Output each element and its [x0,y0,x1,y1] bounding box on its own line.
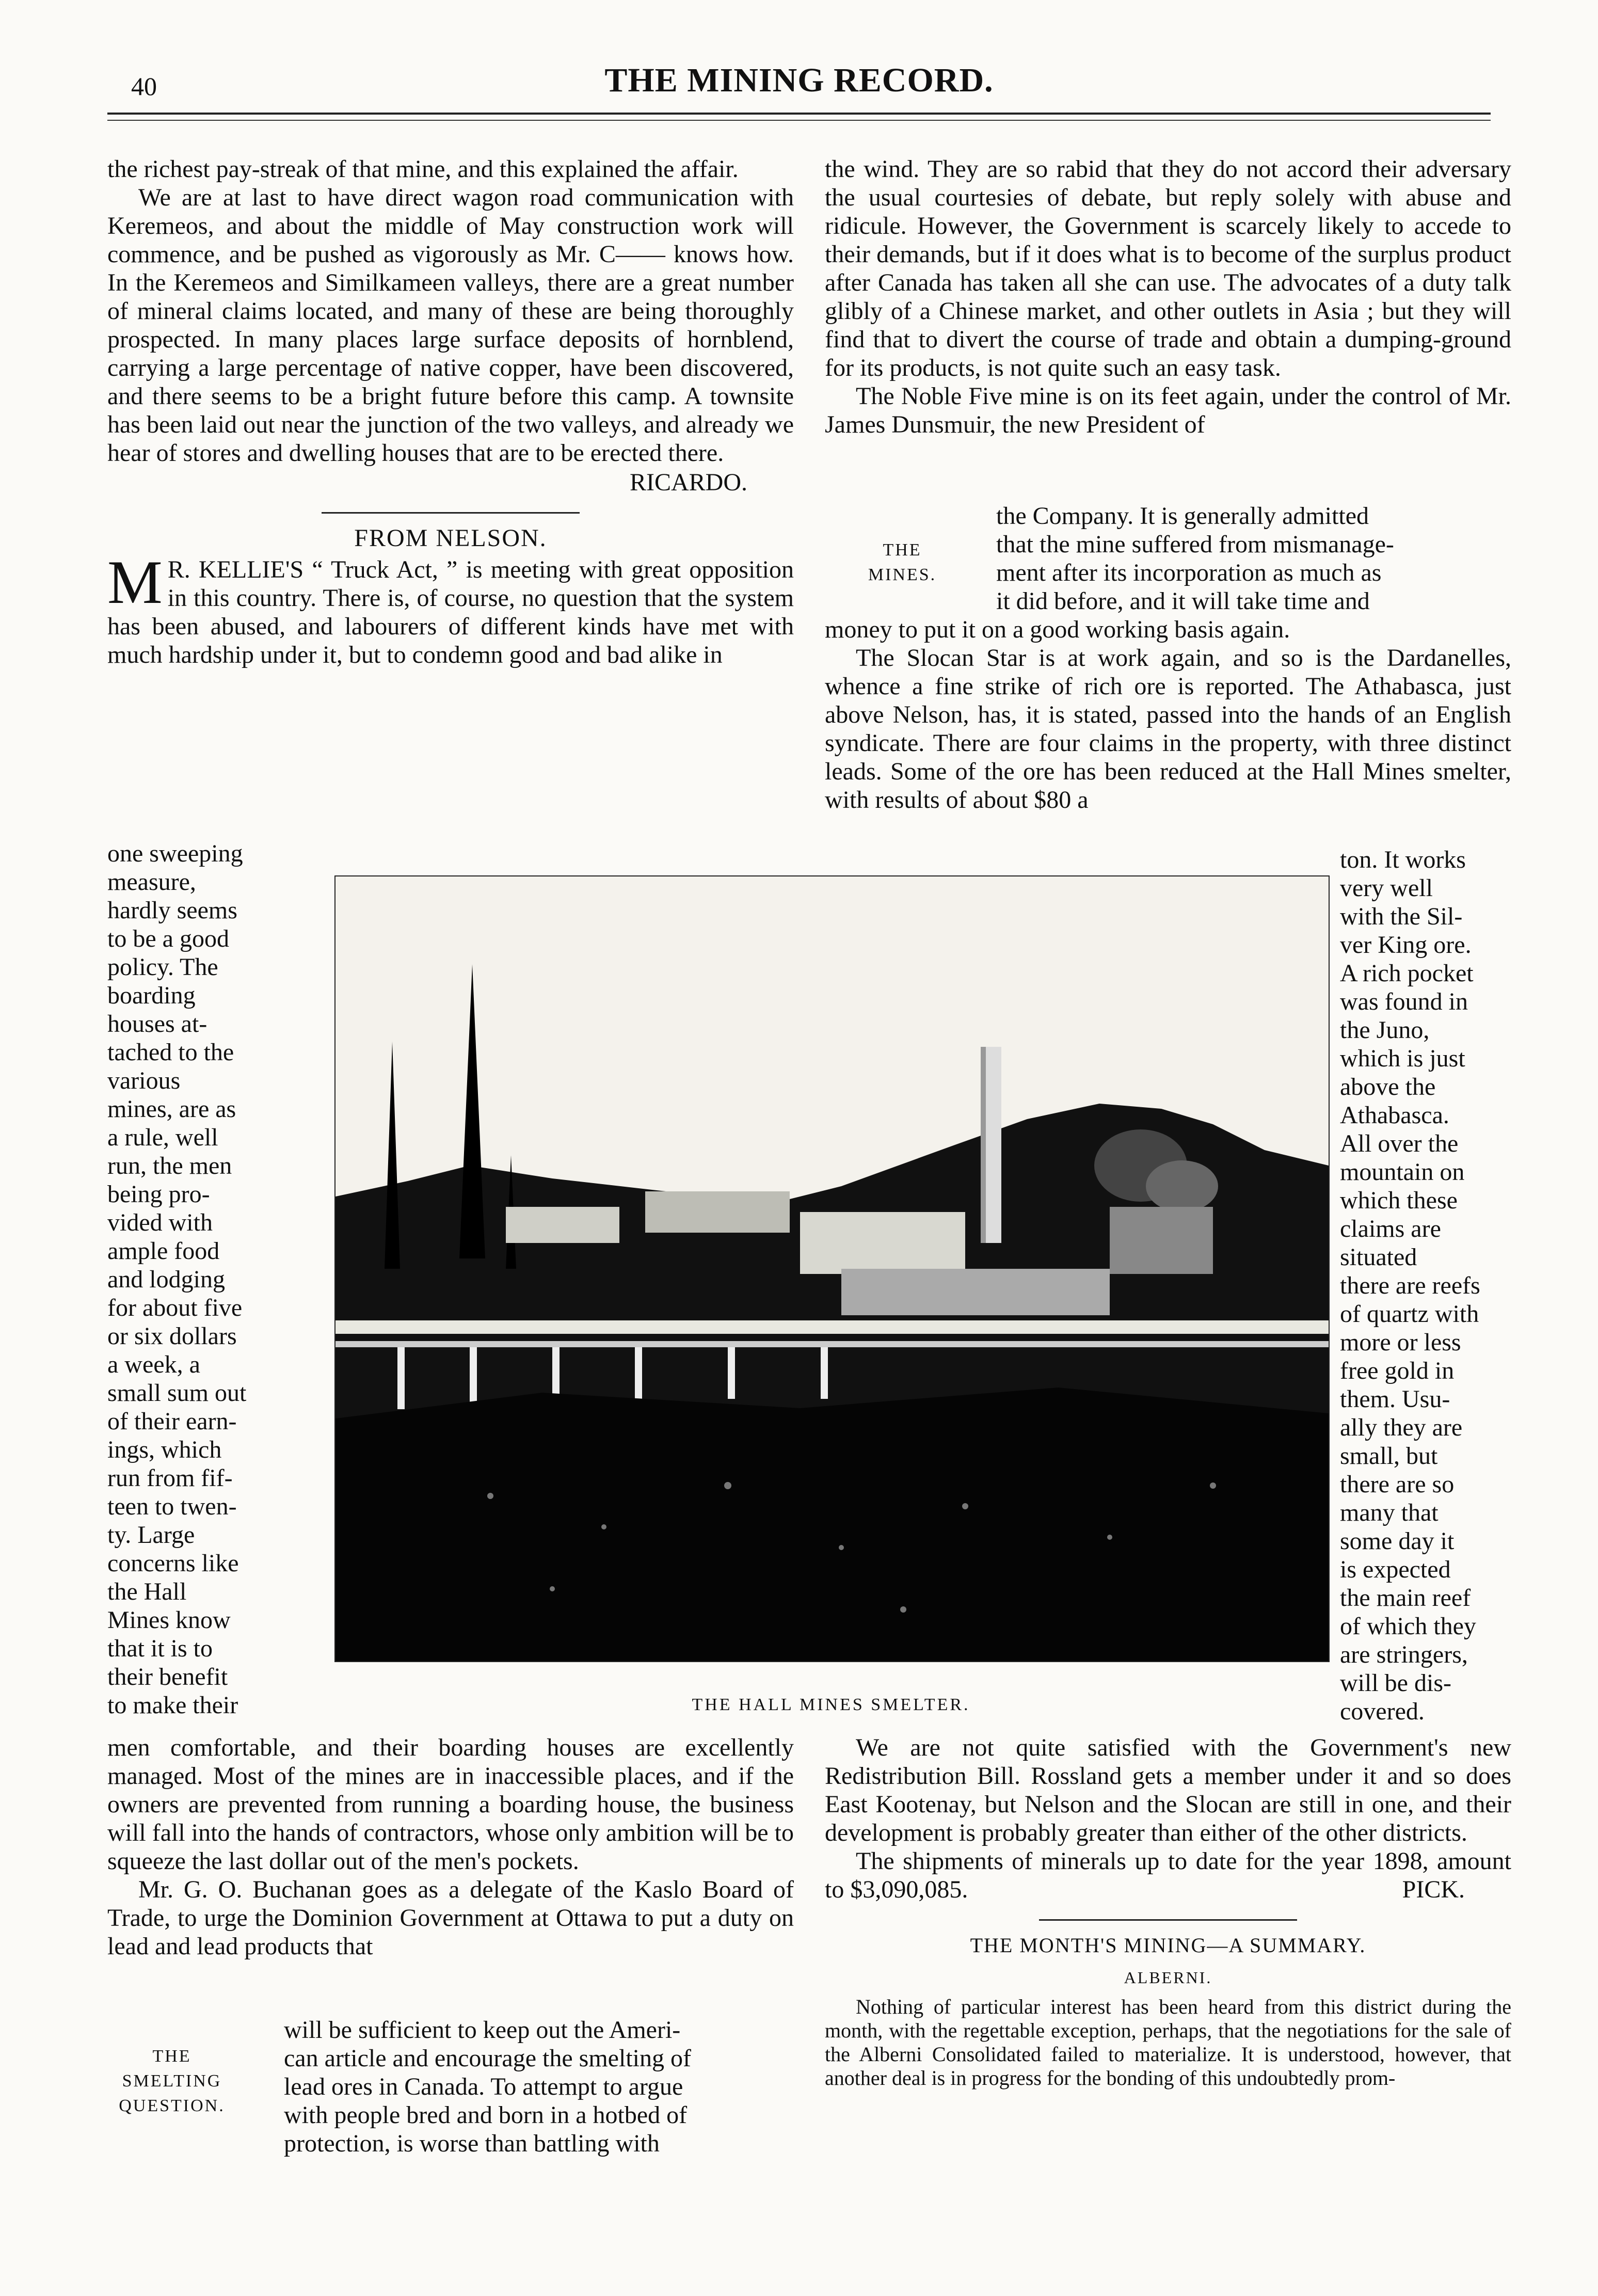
header-rule [107,113,1491,115]
text-line: lead ores in Canada. To attempt to argue [284,2073,683,2100]
wrap-line: houses at- [107,1010,207,1038]
wrap-line: for about five [107,1294,243,1321]
wrap-line: ton. It works [1340,846,1466,873]
paragraph-text: R. KELLIE'S “ Truck Act, ” is meeting with great opposition in this country. There is, of course, no question that the system has been abused, and labourers of different kinds have met with much hardship under it, but to condemn good and bad alike in [107,556,794,668]
wrap-line: or six dollars [107,1322,237,1350]
subheading-alberni: ALBERNI. [1124,1968,1212,1987]
section-heading-from-nelson: FROM NELSON. [354,524,547,552]
wrap-line: of which they [1340,1613,1476,1640]
paragraph: money to put it on a good working basis again. [825,616,1290,643]
wrap-line: A rich pocket [1340,960,1474,987]
wrap-line: a week, a [107,1351,200,1378]
wrap-line: to be a good [107,925,229,952]
wrap-line: ample food [107,1237,220,1265]
paragraph: We are not quite satisfied with the Government's new Redistribution Bill. Rossland gets a member under it and so does East Kootenay, but Nelson and the Slocan are still in one, and their development is probably greater than either of the other districts. [825,1734,1511,1846]
wrap-line: ver King ore. [1340,931,1472,959]
right-column-middle [825,615,1511,814]
paragraph [107,548,794,669]
wrap-line: the Juno, [1340,1016,1430,1044]
signature-ricardo: RICARDO. [629,469,747,496]
marginal-heading-smelting-question [107,2044,236,2118]
wrap-line: was found in [1340,988,1468,1015]
wrap-line: the Hall [107,1578,187,1605]
smelter-illustration [335,876,1329,1661]
drop-cap: M [107,548,163,616]
marginal-line: SMELTING [122,2071,222,2091]
wrap-line: Mines know [107,1606,231,1634]
paragraph: The Slocan Star is at work again, and so is the Dardanelles, whence a fine strike of rich ore is reported. The Athabasca, just above Nelson, has, it is stated, passed into the hands of an English syndicate. There are four claims in the property, with three distinct leads. Some of the ore has been reduced at the Hall Mines smelter, with results of about $80 a [825,644,1511,814]
wrap-line: more or less [1340,1329,1461,1356]
text-line: protection, is worse than battling with [284,2130,660,2157]
wrap-line: free gold in [1340,1357,1455,1384]
wrap-line: which these [1340,1187,1458,1214]
wrap-line: many that [1340,1499,1439,1526]
hall-mines-smelter-photo [334,875,1330,1662]
wrap-line: ty. Large [107,1521,195,1549]
section-rule [1039,1919,1297,1921]
wrap-line: the main reef [1340,1584,1471,1612]
page-number: 40 [131,72,157,101]
paragraph: men comfortable, and their boarding houses are excellently managed. Most of the mines are in inaccessible places, and if the owners are prevented from running a boarding house, the business will fall into the hands of contractors, whose only ambition will be to squeeze the last dollar out of the men's pockets. [107,1734,794,1875]
wrap-line: boarding [107,982,196,1009]
paragraph: The Noble Five mine is on its feet again, under the control of Mr. James Dunsmuir, the new President of [825,382,1511,438]
text-line: it did before, and it will take time and [996,587,1370,615]
wrap-line: claims are [1340,1215,1441,1242]
wrap-line: to make their [107,1692,238,1719]
wrap-line: them. Usu- [1340,1385,1450,1413]
wrap-line: of their earn- [107,1408,237,1435]
wrap-line: run, the men [107,1152,232,1179]
text-line: will be sufficient to keep out the Ameri- [284,2016,681,2044]
running-head: THE MINING RECORD. [604,61,994,99]
paragraph: the wind. They are so rabid that they do not accord their adversary the usual courtesies of debate, but reply solely with abuse and ridicule. However, the Government is scarcely likely to accede to their demands, but if it does what is to become of the surplus product after Canada has taken all she can use. The advocates of a duty talk glibly of a Chinese market, and other outlets in Asia ; but they will find that to divert the course of trade and obtain a dumping-ground for its products, is not quite such an easy task. [825,155,1511,381]
wrap-line: various [107,1067,181,1094]
text-line: with people bred and born in a hotbed of [284,2101,688,2129]
mines-paragraph-wrap [996,502,1511,615]
wrap-line: mines, are as [107,1095,236,1123]
wrap-line: covered. [1340,1698,1425,1725]
wrap-line: hardly seems [107,897,237,924]
wrap-line: vided with [107,1209,213,1236]
wrap-line: measure, [107,868,196,896]
marginal-line: THE [152,2047,191,2066]
right-column-lower [825,1733,1511,2090]
left-column-upper [107,155,794,669]
marginal-heading-the-mines [825,538,980,587]
section-rule [322,512,580,514]
wrap-line: their benefit [107,1663,228,1691]
text-line: ment after its incorporation as much as [996,559,1382,586]
wrap-line: with the Sil- [1340,903,1463,930]
wrap-line: and lodging [107,1266,225,1293]
left-wrap-column [107,839,283,1719]
wrap-line: ally they are [1340,1414,1463,1441]
wrap-line: All over the [1340,1130,1459,1157]
photo-caption: THE HALL MINES SMELTER. [692,1695,970,1714]
wrap-line: one sweeping [107,840,243,867]
wrap-line: ings, which [107,1436,222,1463]
wrap-line: concerns like [107,1550,239,1577]
text-line: that the mine suffered from mismanage- [996,531,1394,558]
section-heading-summary: THE MONTH'S MINING—A SUMMARY. [970,1934,1366,1957]
paragraph: Mr. G. O. Buchanan goes as a delegate of the Kaslo Board of Trade, to urge the Dominion Government at Ottawa to put a duty on lead and lead products that [107,1876,794,1960]
header-rule-thin [107,120,1491,121]
wrap-line: situated [1340,1243,1417,1271]
signature-pick: PICK. [1402,1876,1465,1903]
wrap-line: will be dis- [1340,1669,1451,1697]
wrap-line: some day it [1340,1527,1455,1555]
wrap-line: mountain on [1340,1158,1465,1186]
smelting-paragraph-wrap [284,2016,795,2158]
wrap-line: that it is to [107,1635,213,1662]
paragraph: the richest pay-streak of that mine, and this explained the affair. [107,155,739,183]
paragraph: The shipments of minerals up to date for the year 1898, amount to $3,090,085. [825,1847,1511,1903]
wrap-line: is expected [1340,1556,1451,1583]
right-wrap-column [1340,846,1511,1726]
paragraph: Nothing of particular interest has been heard from this district during the month, with the regettable exception, perhaps, that the negotiations for the sale of the Alberni Consolidated failed to materialize. It is understood, however, that another deal is in progress for the bonding of this undoubtedly prom- [825,1995,1511,2090]
wrap-line: small sum out [107,1379,247,1407]
wrap-line: small, but [1340,1442,1438,1470]
text-line: the Company. It is generally admitted [996,502,1369,530]
wrap-line: run from fif- [107,1464,233,1492]
wrap-line: are stringers, [1340,1641,1468,1668]
right-column-upper [825,155,1511,439]
wrap-line: there are reefs [1340,1272,1480,1299]
marginal-line: QUESTION. [119,2096,225,2115]
wrap-line: tached to the [107,1039,234,1066]
wrap-line: there are so [1340,1471,1455,1498]
wrap-line: very well [1340,874,1433,902]
wrap-line: of quartz with [1340,1300,1479,1328]
wrap-line: being pro- [107,1181,210,1208]
marginal-line: THE [883,540,922,560]
wrap-line: teen to twen- [107,1493,237,1520]
wrap-line: which is just [1340,1045,1465,1072]
wrap-line: above the [1340,1073,1436,1101]
wrap-line: a rule, well [107,1124,218,1151]
marginal-line: MINES. [868,565,937,584]
wrap-line: Athabasca. [1340,1102,1449,1129]
paragraph: We are at last to have direct wagon road communication with Keremeos, and about the middle of May construction work will commence, and be pushed as vigorously as Mr. C—— knows how. In the Keremeos and Similkameen valleys, there are a great number of mineral claims located, and many of these are being thoroughly prospected. In many places large surface deposits of hornblend, carrying a large percentage of native copper, have been discovered, and there seems to be a bright future before this camp. A townsite has been laid out near the junction of the two valleys, and already we hear of stores and dwelling houses that are to be erected there. [107,184,794,467]
wrap-line: policy. The [107,953,218,981]
left-column-lower [107,1733,794,1960]
text-line: can article and encourage the smelting of [284,2045,691,2072]
